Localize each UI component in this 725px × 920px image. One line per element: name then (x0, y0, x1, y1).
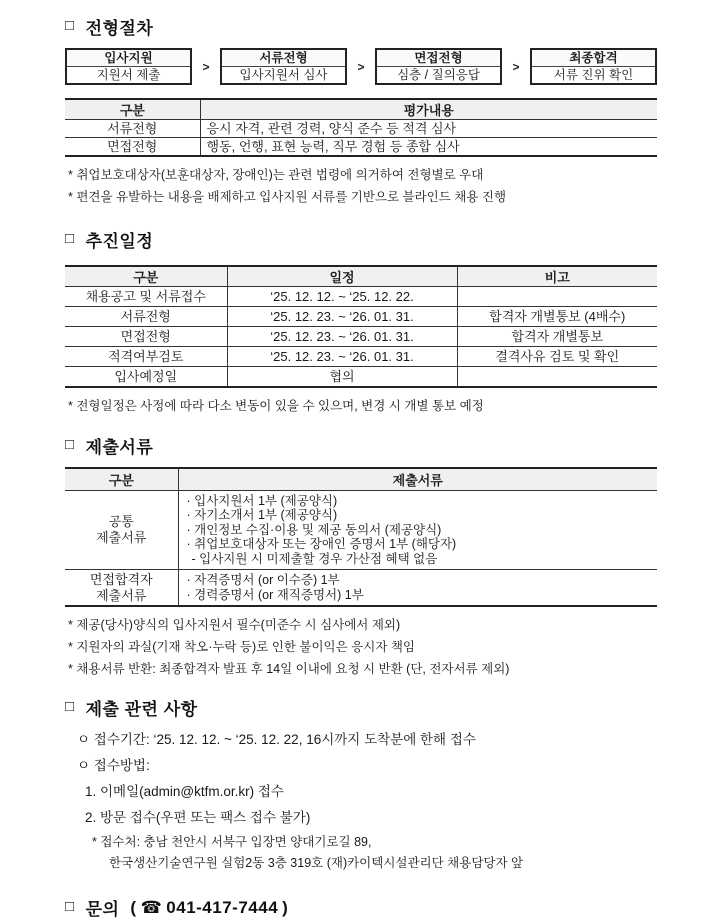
process-section-title-text: 전형절차 (85, 19, 154, 38)
category-line: 면접합격자 (89, 571, 153, 587)
schedule-dates: ‘25. 12. 23. ~ ‘26. 01. 31. (227, 307, 457, 327)
step-desc: 입사지원서 심사 (239, 68, 328, 82)
schedule-remark: 합격자 개별통보 (4배수) (457, 307, 657, 327)
table-header-row (65, 266, 657, 287)
section-contact (65, 895, 657, 920)
section-submission (65, 695, 657, 873)
checkbox-icon: □ (65, 898, 75, 915)
process-step (375, 48, 502, 85)
table-row (65, 138, 657, 157)
schedule-remark (457, 367, 657, 388)
evaluation-table (65, 98, 657, 157)
document-items (178, 570, 657, 607)
checkbox-icon: □ (65, 230, 75, 247)
contact-section-title-text: 문의 (85, 900, 120, 919)
process-notes (65, 164, 657, 208)
submission-line: 2. 방문 접수(우편 또는 팩스 접수 불가) (85, 810, 311, 825)
note-line: * 편견을 유발하는 내용을 배제하고 입사지원 서류를 기반으로 블라인드 채용 진행 (68, 190, 507, 204)
column-header: 제출서류 (178, 468, 657, 490)
checkbox-icon: □ (65, 436, 75, 453)
process-step (530, 48, 657, 85)
document-item: · 취업보호대상자 또는 장애인 증명서 1부 (해당자) (186, 537, 457, 551)
document-item: · 개인정보 수집·이용 및 제공 동의서 (제공양식) (186, 522, 442, 537)
document-item: · 경력증명서 (or 재직증명서) 1부 (186, 587, 364, 602)
schedule-remark (457, 287, 657, 307)
process-flow (65, 48, 657, 85)
section-process (65, 14, 657, 208)
paren-open: ( (130, 897, 137, 917)
schedule-step: 입사예정일 (65, 367, 227, 388)
column-header: 비고 (457, 266, 657, 287)
table-header-row (65, 99, 657, 120)
table-row (65, 347, 657, 367)
column-header: 평가내용 (200, 99, 657, 120)
document-category (65, 490, 178, 570)
step-desc: 지원서 제출 (96, 68, 161, 82)
arrow-right-icon: > (357, 59, 365, 74)
note-line: * 취업보호대상자(보훈대상자, 장애인)는 관련 법령에 의거하여 전형별로 우대 (68, 168, 484, 182)
submission-line: 1. 이메일(admin@ktfm.or.kr) 접수 (85, 784, 284, 799)
documents-table (65, 467, 657, 607)
schedule-dates: ‘25. 12. 23. ~ ‘26. 01. 31. (227, 347, 457, 367)
column-header: 일정 (227, 266, 457, 287)
category-line: 제출서류 (96, 529, 147, 545)
schedule-remark: 합격자 개별통보 (457, 327, 657, 347)
document-item: · 자기소개서 1부 (제공양식) (186, 508, 338, 522)
arrow-right-icon: > (512, 59, 520, 74)
note-line: * 제공(당사)양식의 입사지원서 필수(미준수 시 심사에서 제외) (68, 618, 401, 632)
documents-section-title-text: 제출서류 (85, 438, 154, 457)
schedule-section-title-text: 추진일정 (85, 232, 154, 251)
note-line: * 지원자의 과실(기재 착오·누락 등)로 인한 불이익은 응시자 책임 (68, 640, 416, 654)
schedule-step: 채용공고 및 서류접수 (85, 289, 206, 304)
schedule-dates: 협의 (227, 367, 457, 388)
row-label: 서류전형 (107, 121, 158, 136)
contact-phone (130, 898, 288, 918)
documents-notes (65, 614, 657, 680)
schedule-table (65, 265, 657, 388)
step-title: 입사지원 (67, 50, 190, 67)
contact-section-title (65, 895, 657, 920)
row-label: 면접전형 (65, 138, 200, 157)
step-desc: 심층 / 질의응답 (397, 68, 480, 82)
table-row (65, 287, 657, 307)
checkbox-icon: □ (65, 17, 75, 34)
schedule-dates: ‘25. 12. 23. ~ ‘26. 01. 31. (227, 327, 457, 347)
step-title: 최종합격 (532, 50, 655, 67)
table-row (65, 307, 657, 327)
submission-line: 한국생산기술연구원 실험2동 3층 319호 (재)카이텍시설관리단 채용담당자 앞 (109, 856, 524, 870)
column-header: 구분 (65, 468, 178, 490)
document-items (178, 490, 657, 570)
process-step (65, 48, 192, 85)
category-line: 공통 (108, 513, 134, 529)
process-section-title (65, 14, 657, 39)
row-value: 행동, 언행, 표현 능력, 직무 경험 등 종합 심사 (200, 138, 657, 157)
table-row (65, 120, 657, 138)
schedule-section-title (65, 227, 657, 252)
submission-line: * 접수처: 충남 천안시 서북구 입장면 양대기로길 89, (92, 835, 372, 849)
schedule-step: 서류전형 (65, 307, 227, 327)
schedule-notes (65, 395, 657, 417)
row-value: 응시 자격, 관련 경력, 양식 준수 등 적격 심사 (200, 120, 657, 138)
table-row (65, 570, 657, 607)
category-line: 제출서류 (96, 587, 147, 603)
column-header: 구분 (65, 99, 200, 120)
table-row (65, 327, 657, 347)
table-row (65, 490, 657, 570)
schedule-dates: ‘25. 12. 12. ~ ‘25. 12. 22. (227, 287, 457, 307)
submission-line: ㅇ 접수기간: ‘25. 12. 12. ~ ‘25. 12. 22, 16시까지 도착분에 한해 접수 (77, 732, 476, 747)
note-line: * 채용서류 반환: 최종합격자 발표 후 14일 이내에 요청 시 반환 (단, 전자서류 제외) (68, 662, 510, 676)
submission-lines (65, 727, 657, 873)
section-schedule (65, 227, 657, 417)
submission-section-title-text: 제출 관련 사항 (85, 700, 198, 719)
table-row (65, 367, 657, 388)
documents-section-title (65, 433, 657, 458)
table-header-row (65, 468, 657, 490)
schedule-step: 적격여부검토 (65, 347, 227, 367)
process-step (220, 48, 347, 85)
document-item: - 입사지원 시 미제출할 경우 가산점 혜택 없음 (191, 551, 438, 566)
arrow-right-icon: > (202, 59, 210, 74)
section-documents (65, 433, 657, 680)
document-category (65, 570, 178, 607)
step-title: 면접전형 (377, 50, 500, 67)
checkbox-icon: □ (65, 698, 75, 715)
column-header: 구분 (65, 266, 227, 287)
schedule-remark: 결격사유 검토 및 확인 (457, 347, 657, 367)
step-desc: 서류 진위 확인 (553, 68, 634, 82)
document-item: · 자격증명서 (or 이수증) 1부 (186, 573, 340, 587)
schedule-step: 면접전형 (65, 327, 227, 347)
document-item: · 입사지원서 1부 (제공양식) (186, 493, 338, 508)
contact-phone-number: 041-417-7444 (166, 897, 279, 917)
step-title: 서류전형 (222, 50, 345, 67)
note-line: * 전형일정은 사정에 따라 다소 변동이 있을 수 있으며, 변경 시 개별 통보 예정 (68, 399, 484, 413)
submission-line: ㅇ 접수방법: (77, 758, 150, 773)
submission-section-title (65, 695, 657, 720)
paren-close: ) (282, 897, 289, 917)
phone-icon: ☎ (140, 897, 163, 917)
